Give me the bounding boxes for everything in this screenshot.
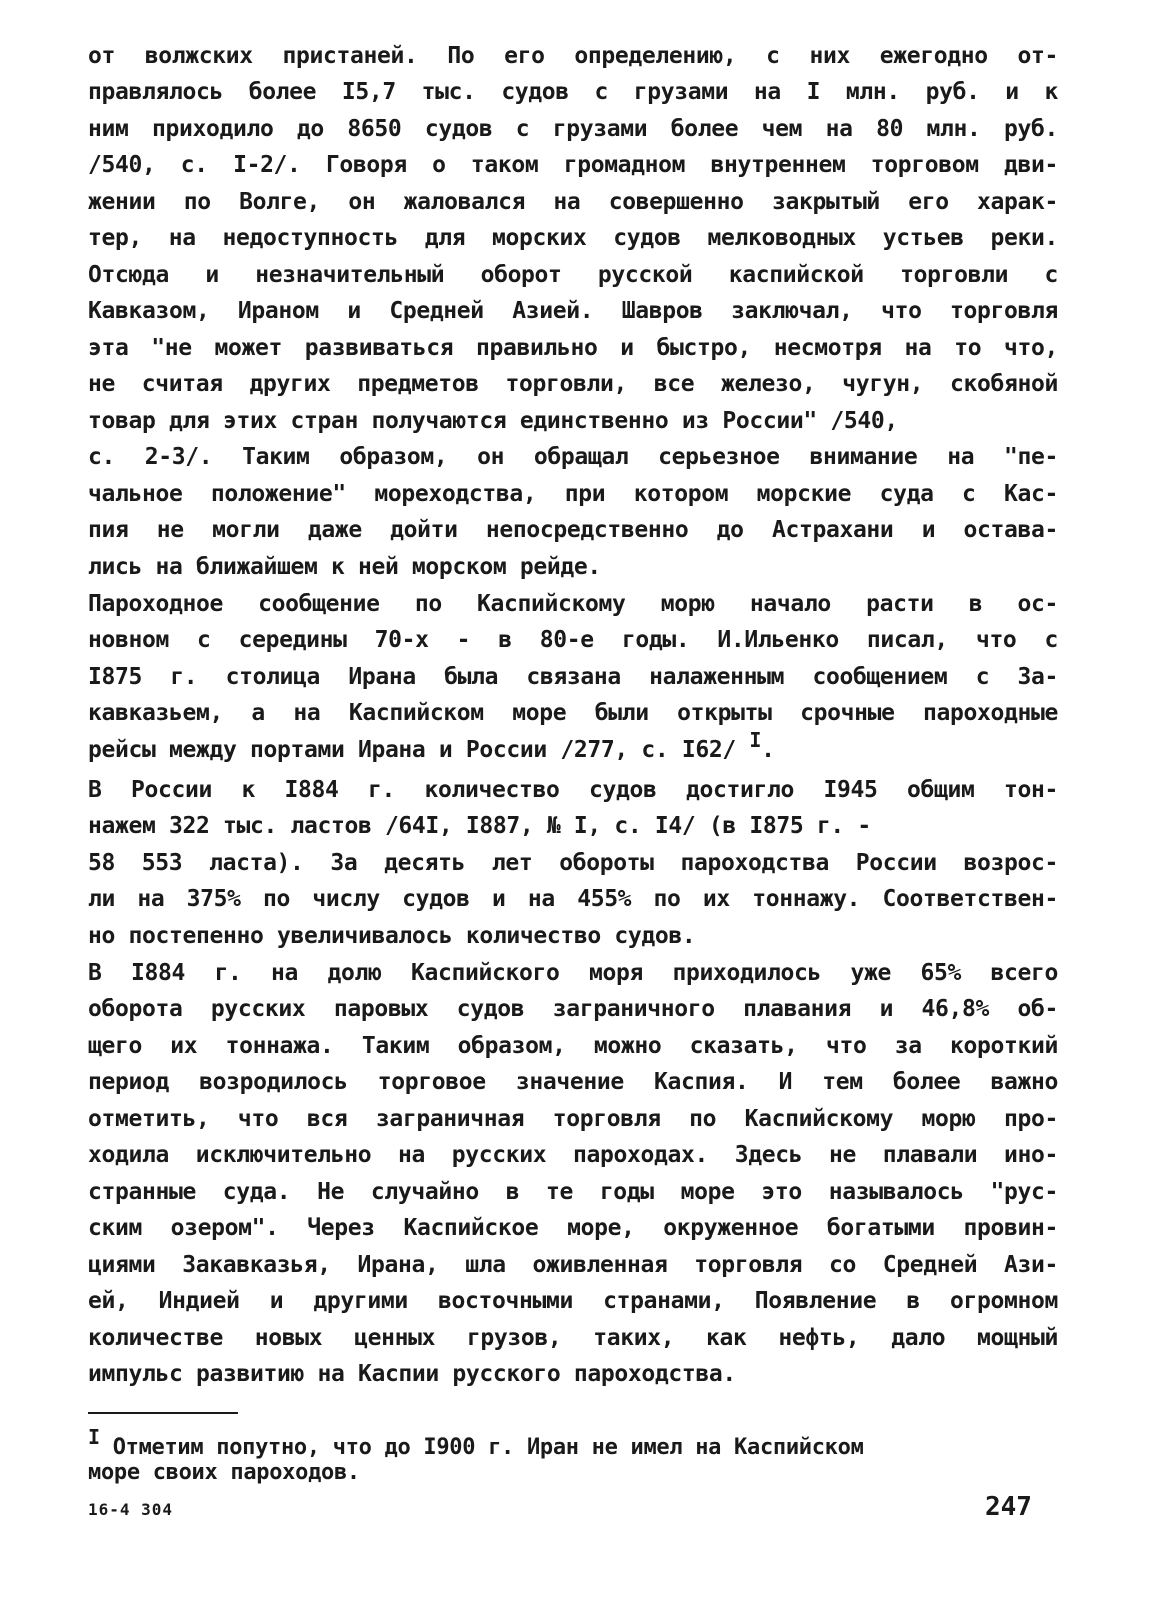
text-line: ли на 375% по числу судов и на 455% по их тоннажу. Соответствен- [88, 886, 1058, 912]
text-line: ским озером". Через Каспийское море, окруженное богатыми провин- [88, 1215, 1058, 1241]
text-line: жении по Волге, он жаловался на совершенно закрытый его харак- [88, 189, 1058, 215]
text-line: от волжских пристаней. По его определению, с них ежегодно от- [88, 43, 1058, 69]
footnote-marker: I [88, 1425, 100, 1449]
footnote-divider [88, 1412, 238, 1414]
text-line: циями Закавказья, Ирана, шла оживленная торговля со Средней Ази- [88, 1252, 1058, 1278]
text-line: эта "не может развиваться правильно и быстро, несмотря на то что, [88, 335, 1058, 361]
text-line: ходила исключительно на русских пароходах. Здесь не плавали ино- [88, 1142, 1058, 1168]
text-line: ей, Индией и другими восточными странами, Появление в огромном [88, 1288, 1058, 1314]
text-line: странные суда. Не случайно в те годы море это называлось "рус- [88, 1179, 1058, 1205]
text-line: тер, на недоступность для морских судов мелководных устьев реки. [88, 225, 1058, 251]
text-line: чальное положение" мореходства, при котором морские суда с Кас- [88, 481, 1058, 507]
text-line: не считая других предметов торговли, все железо, чугун, скобяной [88, 371, 1058, 397]
text-line: оборота русских паровых судов заграничного плавания и 46,8% об- [88, 996, 1058, 1022]
text-line: пия не могли даже дойти непосредственно до Астрахани и остава- [88, 517, 1058, 543]
text-line: Кавказом, Ираном и Средней Азией. Шавров заключал, что торговля [88, 298, 1058, 324]
text-line: кавказьем, а на Каспийском море были открыты срочные пароходные [88, 700, 1058, 726]
text-line: импульс развитию на Каспии русского пароходства. [88, 1361, 736, 1387]
text-line: количестве новых ценных грузов, таких, как нефть, дало мощный [88, 1325, 1058, 1351]
printer-signature: 16-4 304 [88, 1500, 174, 1519]
text-line: ним приходило до 8650 судов с грузами более чем на 80 млн. руб. [88, 116, 1058, 142]
text-line: новном с середины 70-х - в 80-е годы. И.Ильенко писал, что с [88, 627, 1058, 653]
text-line: В России к I884 г. количество судов достигло I945 общим тон- [88, 777, 1058, 803]
text-line: 58 553 ласта). За десять лет обороты пароходства России возрос- [88, 850, 1058, 876]
footnote-line: море своих пароходов. [88, 1460, 360, 1485]
text-line: правлялось более I5,7 тыс. судов с грузами на I млн. руб. и к [88, 79, 1058, 105]
text-line: Отсюда и незначительный оборот русской каспийской торговли с [88, 262, 1058, 288]
text-line: лись на ближайшем к ней морском рейде. [88, 554, 601, 580]
text-line: рейсы между портами Ирана и России /277, с. I62/ [88, 737, 736, 763]
text-line: период возродилось торговое значение Каспия. И тем более важно [88, 1069, 1058, 1095]
text-line-with-footnote-ref [88, 728, 1058, 768]
footnote-reference: I [749, 728, 762, 752]
text-line: товар для этих стран получаются единственно из России" /540, [88, 408, 898, 434]
footnote-ref-suffix: . [761, 737, 775, 763]
text-line: Пароходное сообщение по Каспийскому морю начало расти в ос- [88, 591, 1058, 617]
text-line: I875 г. столица Ирана была связана налаженным сообщением с За- [88, 664, 1058, 690]
text-line: но постепенно увеличивалось количество судов. [88, 923, 696, 949]
page-number: 247 [985, 1492, 1032, 1522]
text-line: щего их тоннажа. Таким образом, можно сказать, что за короткий [88, 1033, 1058, 1059]
footnote-text: Отметим попутно, что до I900 г. Иран не имел на Каспийском [99, 1435, 864, 1460]
text-line: /540, с. I-2/. Говоря о таком громадном внутреннем торговом дви- [88, 152, 1058, 178]
text-line: отметить, что вся заграничная торговля по Каспийскому морю про- [88, 1106, 1058, 1132]
text-line: с. 2-3/. Таким образом, он обращал серьезное внимание на "пе- [88, 444, 1058, 470]
text-line: В I884 г. на долю Каспийского моря приходилось уже 65% всего [88, 960, 1058, 986]
text-line: нажем 322 тыс. ластов /64I, I887, № I, с. I4/ (в I875 г. - [88, 813, 871, 839]
